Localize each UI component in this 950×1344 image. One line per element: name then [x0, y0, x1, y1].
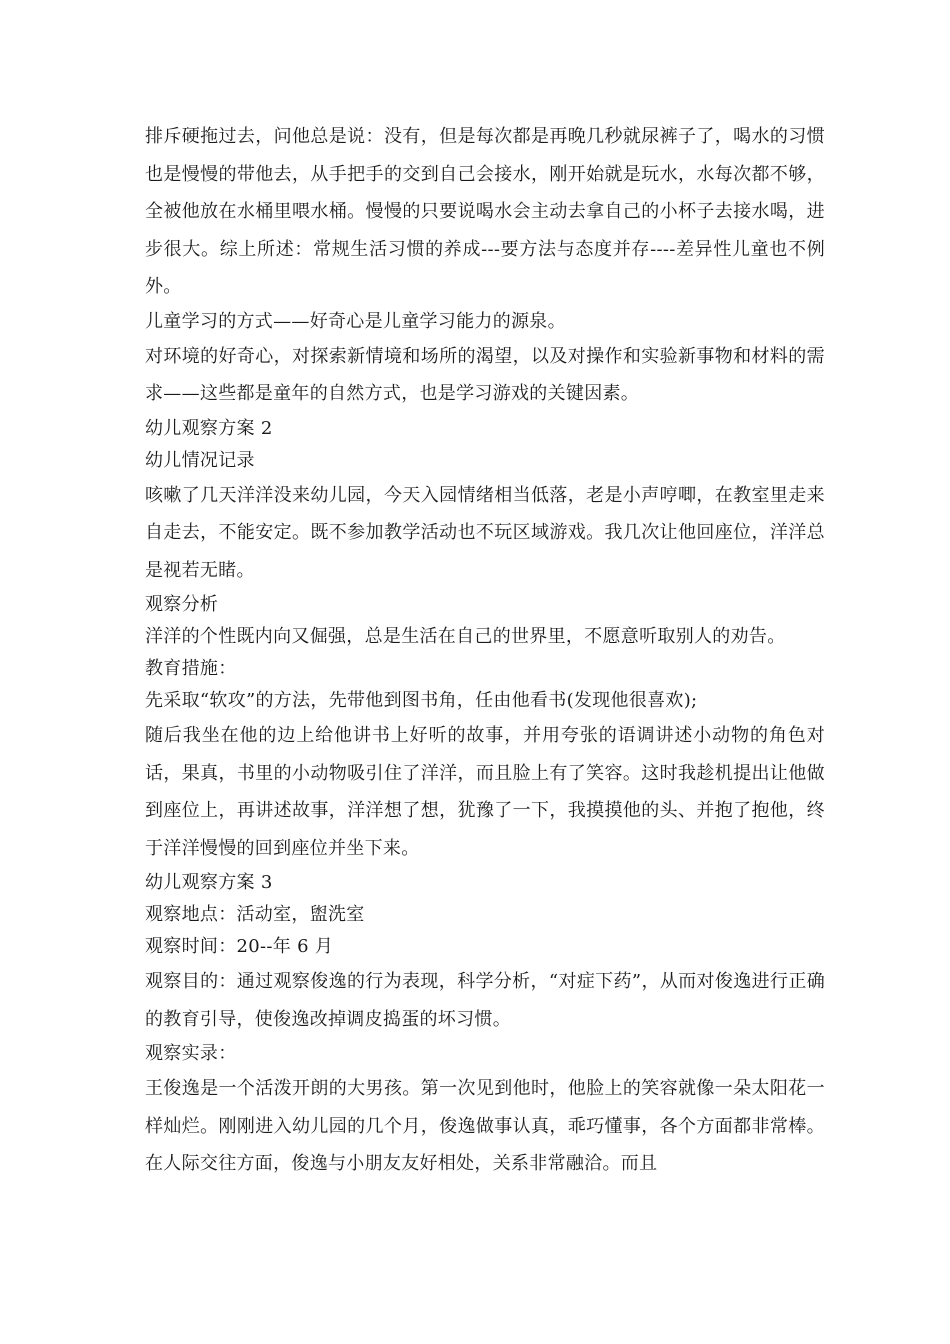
paragraph: 儿童学习的方式——好奇心是儿童学习能力的源泉。: [145, 310, 566, 332]
paragraph: 随后我坐在他的边上给他讲书上好听的故事，并用夸张的语调讲述小动物的角色对话，果真，书里的小动物吸引住了洋洋，而且脸上有了笑容。这时我趁机提出让他做到座位上，再讲述故事，洋洋想了想，犹豫了一下，我摸摸他的头、并抱了抱他，终于洋洋慢慢的回到座位并坐下来。: [145, 725, 825, 859]
paragraph: 观察地点：活动室，盥洗室: [145, 904, 365, 925]
paragraph: 排斥硬拖过去，问他总是说：没有，但是每次都是再晚几秒就尿裤子了，喝水的习惯也是慢慢的带他去，从手把手的交到自己会接水，刚开始就是玩水，水每次都不够，全被他放在水桶里喂水桶。慢慢的只要说喝水会主动去拿自己的小杯子去接水喝，进步很大。综上所述：常规生活习惯的养成---要方法与态度并存----差异性儿童也不例外。: [145, 126, 825, 297]
paragraph: 对环境的好奇心，对探索新情境和场所的渴望，以及对操作和实验新事物和材料的需求——这些都是童年的自然方式，也是学习游戏的关键因素。: [145, 345, 825, 404]
subheading: 观察分析: [145, 594, 219, 615]
paragraph: 观察目的：通过观察俊逸的行为表现，科学分析，“对症下药”，从而对俊逸进行正确的教育引导，使俊逸改掉调皮捣蛋的坏习惯。: [145, 971, 825, 1030]
paragraph: 先采取“软攻”的方法，先带他到图书角，任由他看书(发现他很喜欢);: [145, 690, 698, 711]
section-heading: 幼儿观察方案 2: [145, 417, 273, 439]
paragraph: 咳嗽了几天洋洋没来幼儿园，今天入园情绪相当低落，老是小声哼唧，在教室里走来自走去，不能安定。既不参加教学活动也不玩区域游戏。我几次让他回座位，洋洋总是视若无睹。: [145, 484, 825, 581]
subheading: 幼儿情况记录: [145, 449, 255, 471]
subheading: 观察实录：: [145, 1043, 237, 1064]
document-body: [145, 118, 825, 1183]
paragraph: 观察时间：20--年 6 月: [145, 936, 334, 957]
paragraph: 王俊逸是一个活泼开朗的大男孩。第一次见到他时，他脸上的笑容就像一朵太阳花一样灿烂。刚刚进入幼儿园的几个月，俊逸做事认真，乖巧懂事，各个方面都非常棒。在人际交往方面，俊逸与小朋友友好相处，关系非常融洽。而且: [145, 1078, 825, 1174]
section-heading: 幼儿观察方案 3: [145, 872, 273, 893]
paragraph: 洋洋的个性既内向又倔强，总是生活在自己的世界里，不愿意听取别人的劝告。: [145, 626, 786, 647]
subheading: 教育措施：: [145, 658, 237, 679]
